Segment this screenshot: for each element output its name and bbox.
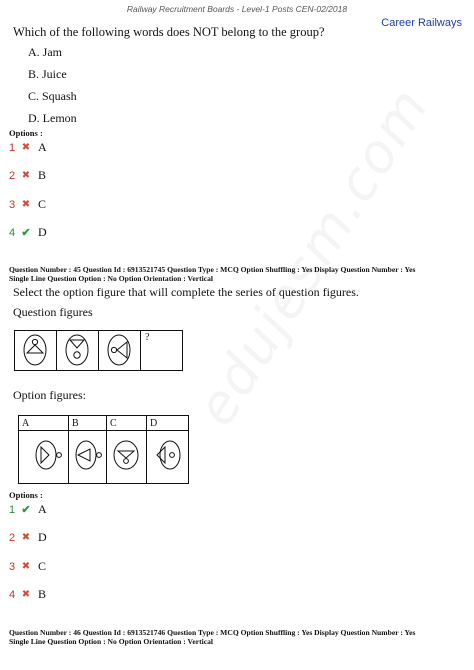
figure-triangle xyxy=(118,451,134,458)
choice-a: A. Jam xyxy=(28,45,62,59)
option-number: 4 xyxy=(9,226,16,239)
option-figure-letter: B xyxy=(72,418,79,429)
option-number: 2 xyxy=(9,531,16,544)
watermark xyxy=(184,76,442,436)
option-label: C xyxy=(38,197,47,211)
figure-triangle xyxy=(70,340,84,348)
question-text: Select the option figure that will complete the series of question figures. xyxy=(13,285,359,299)
option-number: 2 xyxy=(9,169,16,182)
figure-circle xyxy=(97,453,102,458)
option-row xyxy=(9,587,46,602)
figure-circle xyxy=(32,339,37,344)
option-label: D xyxy=(38,225,47,239)
option-figures-label: Option figures: xyxy=(13,388,86,402)
figure-circle xyxy=(124,459,129,464)
check-icon: ✔ xyxy=(21,227,31,239)
option-row xyxy=(9,559,46,574)
figure-circle xyxy=(57,453,62,458)
option-number: 4 xyxy=(9,588,16,601)
option-figure-letter: C xyxy=(110,418,117,429)
figure-triangle xyxy=(27,345,43,353)
option-label: B xyxy=(38,587,47,601)
option-figures xyxy=(18,415,190,485)
option-label: D xyxy=(38,530,47,544)
cross-icon: ✖ xyxy=(21,142,31,153)
cross-icon: ✖ xyxy=(21,170,31,181)
question-meta xyxy=(9,628,471,646)
figure-circle xyxy=(111,347,116,352)
figure-triangle xyxy=(117,342,127,358)
question-figures xyxy=(14,330,184,372)
choice-d: D. Lemon xyxy=(28,111,77,125)
option-row xyxy=(9,168,46,183)
cross-icon: ✖ xyxy=(21,199,31,210)
figure-ellipse xyxy=(114,441,138,469)
meta-line: Single Line Question Option : No Option Orientation : Vertical xyxy=(9,274,213,283)
figure-ellipse xyxy=(36,441,56,469)
check-icon: ✔ xyxy=(21,504,31,516)
cross-icon: ✖ xyxy=(21,589,31,600)
meta-line: Question Number : 45 Question Id : 6913521745 Question Type : MCQ Option Shuffling : Yes Display Question Number : Yes xyxy=(9,265,416,274)
cross-icon: ✖ xyxy=(21,561,31,572)
choice-b: B. Juice xyxy=(28,67,67,81)
option-number: 1 xyxy=(9,503,16,516)
option-figure-letter: A xyxy=(22,418,30,429)
question-figures-label: Question figures xyxy=(13,305,93,319)
option-label: B xyxy=(38,168,47,182)
figure-circle xyxy=(74,352,80,358)
figure-circle xyxy=(170,453,175,458)
option-number: 3 xyxy=(9,560,16,573)
option-number: 3 xyxy=(9,198,16,211)
figure-triangle xyxy=(41,447,49,463)
options-label: Options : xyxy=(9,128,43,138)
option-figure-letter: D xyxy=(150,418,158,429)
meta-line: Single Line Question Option : No Option Orientation : Vertical xyxy=(9,637,213,646)
option-row xyxy=(9,502,47,517)
option-row xyxy=(9,225,47,240)
figure-triangle xyxy=(78,449,90,461)
option-label: C xyxy=(38,559,47,573)
brand-link[interactable]: Career Railways xyxy=(381,17,462,29)
option-label: A xyxy=(38,140,47,154)
question-text: Which of the following words does NOT belong to the group? xyxy=(13,25,325,39)
option-number: 1 xyxy=(9,141,16,154)
option-row xyxy=(9,530,47,545)
question-meta xyxy=(9,265,471,283)
meta-line: Question Number : 46 Question Id : 6913521746 Question Type : MCQ Option Shuffling : Yes Display Question Number : Yes xyxy=(9,628,416,637)
option-row xyxy=(9,197,46,212)
option-row xyxy=(9,140,47,155)
cross-icon: ✖ xyxy=(21,532,31,543)
question-mark: ? xyxy=(145,332,150,343)
choice-c: C. Squash xyxy=(28,89,77,103)
option-label: A xyxy=(38,502,47,516)
options-label: Options : xyxy=(9,490,43,500)
page-header: Railway Recruitment Boards - Level-1 Posts CEN-02/2018 xyxy=(126,4,348,14)
